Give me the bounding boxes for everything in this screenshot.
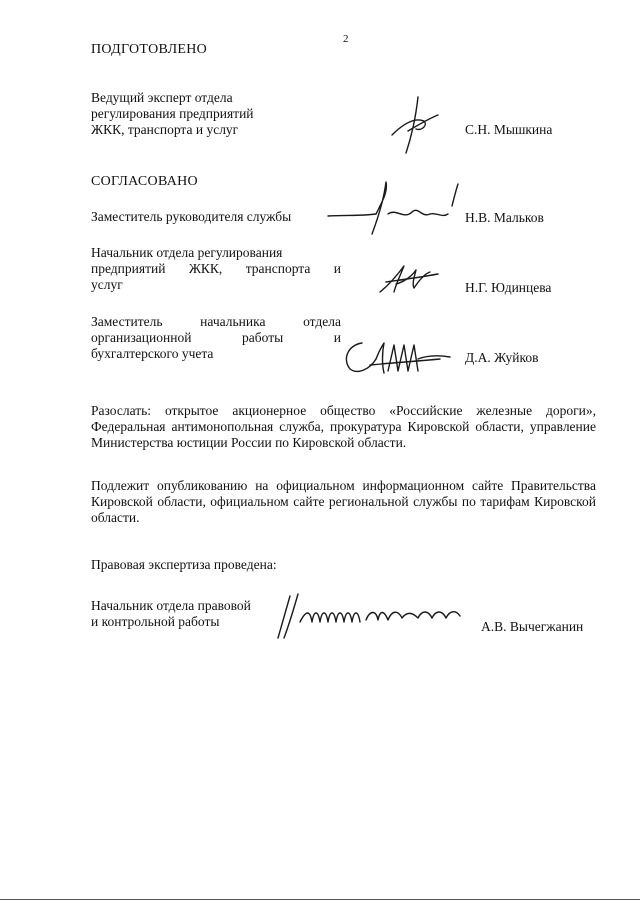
position-line: Начальник отдела регулирования (91, 245, 283, 260)
signer-3-position (91, 314, 341, 362)
signature-malkov (326, 178, 466, 240)
legal-position (91, 598, 291, 630)
agreed-heading: СОГЛАСОВАНО (91, 174, 198, 189)
position-line: организационной работы и (91, 330, 341, 345)
position-line: регулирования предприятий (91, 106, 254, 121)
signer-1-name: Н.В. Мальков (465, 210, 544, 225)
position-line: и контрольной работы (91, 614, 220, 629)
signature-zhuikov (340, 335, 460, 379)
position-line: ЖКК, транспорта и услуг (91, 122, 239, 137)
signer-2-position (91, 245, 341, 293)
publication-text: Подлежит опубликованию на официальном информационном сайте Правительства Кировской области, официальном сайте региональной службы по тарифам Кировской области. (91, 478, 596, 525)
position-line: Заместитель руководителя службы (91, 209, 292, 224)
page-number: 2 (343, 33, 349, 45)
prepared-name: С.Н. Мышкина (465, 122, 553, 137)
distribution-text: Разослать: открытое акционерное общество «Российские железные дороги», Федеральная антимонопольная служба, прокуратура Кировской области, управление Министерства юстиции России по Кировской области. (91, 403, 596, 450)
legal-review-text: Правовая экспертиза проведена: (91, 557, 277, 572)
position-line: Заместитель начальника отдела (91, 314, 341, 329)
position-line: услуг (91, 277, 123, 292)
signature-vychegzhanin (270, 592, 466, 642)
prepared-position (91, 90, 341, 138)
position-line: Ведущий эксперт отдела (91, 90, 233, 105)
position-line: Начальник отдела правовой (91, 598, 251, 613)
signature-yudintseva (376, 262, 446, 298)
bottom-rule (0, 899, 640, 900)
signer-1-position (91, 209, 331, 225)
signer-2-name: Н.Г. Юдинцева (465, 280, 552, 295)
position-line: бухгалтерского учета (91, 346, 214, 361)
signer-3-name: Д.А. Жуйков (465, 350, 539, 365)
position-line: предприятий ЖКК, транспорта и (91, 261, 341, 276)
prepared-heading: ПОДГОТОВЛЕНО (91, 42, 208, 57)
legal-name: А.В. Вычегжанин (481, 619, 584, 634)
signature-myshkina (388, 95, 448, 155)
